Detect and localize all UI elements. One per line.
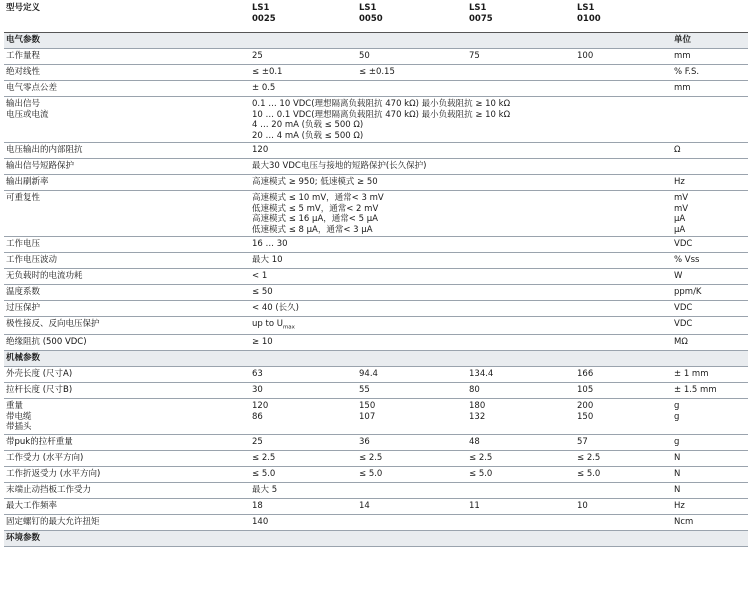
row-label (4, 143, 250, 159)
row-label (4, 335, 250, 351)
unit-cell (672, 383, 748, 399)
text-line: W (674, 271, 683, 281)
text-line: ± 1 mm (674, 369, 709, 380)
text-line: 150 (577, 411, 594, 422)
table-row (4, 335, 748, 351)
value-cell: ≤ 5.0 (357, 466, 467, 482)
text-line: 过压保护 (6, 303, 41, 313)
text-line: 电气零点公差 (6, 83, 58, 93)
text-line: Ncm (674, 516, 694, 527)
table-row (4, 285, 748, 301)
text-line: 高速模式 ≥ 950; 低速模式 ≥ 50 (252, 177, 378, 187)
text-line: 工作折返受力 (水平方向) (6, 468, 101, 479)
value-cell: 166 (575, 367, 672, 383)
text-line: 带插头 (6, 422, 32, 433)
text-line: 120 (252, 145, 269, 155)
row-label (4, 482, 250, 498)
row-label (4, 49, 250, 65)
text-line: 180 (469, 401, 486, 412)
text-line: ± 0.5 (252, 83, 276, 93)
text-line: mV (674, 193, 689, 203)
unit-cell (672, 482, 748, 498)
value-cell (250, 335, 672, 351)
text-line: 绝缘阻抗 (500 VDC) (6, 337, 87, 348)
text-line: Ω (674, 145, 681, 155)
text-line: 16 … 30 (252, 239, 288, 249)
row-label (4, 159, 250, 175)
text-line: 工作电压波动 (6, 255, 58, 265)
text-line: 固定螺钉的最大允许扭矩 (6, 516, 100, 527)
unit-cell (672, 97, 748, 143)
text-line: 电压或电流 (6, 109, 49, 120)
unit-cell (672, 237, 748, 253)
value-cell: 14 (357, 498, 467, 514)
value-cell: ≤ 2.5 (467, 450, 575, 466)
value-cell: 57 (575, 434, 672, 450)
value-cell (250, 159, 672, 175)
value-cell: 63 (250, 367, 357, 383)
row-label (4, 466, 250, 482)
value-cell: ≤ 2.5 (575, 450, 672, 466)
row-label (4, 81, 250, 97)
unit-cell (672, 65, 748, 81)
text-line: mV (674, 203, 689, 214)
value-cell: ≤ ±0.1 (250, 65, 357, 81)
section-unit-header (672, 351, 748, 367)
text-line: 拉杆长度 (尺寸B) (6, 385, 73, 396)
text-line: % F.S. (674, 67, 700, 77)
row-label (4, 498, 250, 514)
header-unit-blank (672, 0, 748, 33)
section-title: 电气参数 (4, 33, 672, 49)
row-label (4, 285, 250, 301)
table-row (4, 143, 748, 159)
value-cell: ≤ 2.5 (357, 450, 467, 466)
text-line: 工作量程 (6, 51, 41, 61)
text-line: ≥ 10 (252, 337, 273, 348)
table-row (4, 367, 748, 383)
text-line: 10 … 0.1 VDC(理想隔离负载阻抗 470 kΩ) 最小负载阻抗 ≥ 10 kΩ (252, 109, 511, 120)
row-label (4, 97, 250, 143)
text-line: 外壳长度 (尺寸A) (6, 369, 73, 380)
text-line: g (674, 401, 680, 412)
row-label (4, 65, 250, 81)
text-line: mm (674, 51, 691, 61)
row-label (4, 367, 250, 383)
text-line: mm (674, 83, 691, 93)
table-row (4, 237, 748, 253)
header-label: 型号定义 (4, 0, 250, 33)
value-cell: 48 (467, 434, 575, 450)
text-line: N (674, 484, 681, 495)
row-label (4, 237, 250, 253)
table-row (4, 498, 748, 514)
table-row (4, 81, 748, 97)
row-label (4, 514, 250, 530)
row-label (4, 383, 250, 399)
value-cell: 18 (250, 498, 357, 514)
value-cell: ≤ 5.0 (575, 466, 672, 482)
value-cell: ≤ 5.0 (467, 466, 575, 482)
text-line: 输出刷新率 (6, 177, 49, 187)
section-title: 环境参数 (4, 530, 672, 546)
text-line: 输出信号短路保护 (6, 161, 75, 171)
text-line: 工作电压 (6, 239, 41, 249)
header-row (4, 0, 748, 33)
text-line: 可重复性 (6, 193, 41, 203)
table-row (4, 383, 748, 399)
value-cell (250, 253, 672, 269)
row-label (4, 450, 250, 466)
section-row (4, 351, 748, 367)
value-cell (250, 143, 672, 159)
value-subscript: max (282, 324, 295, 331)
unit-cell (672, 450, 748, 466)
value-text: up to U (252, 319, 283, 329)
value-cell: 94.4 (357, 367, 467, 383)
value-cell: 100 (575, 49, 672, 65)
value-cell: ≤ 2.5 (250, 450, 357, 466)
text-line: 极性接反、反向电压保护 (6, 319, 100, 329)
text-line: 电压输出的内部阻抗 (6, 145, 83, 155)
value-cell (250, 482, 672, 498)
text-line: VDC (674, 303, 693, 313)
unit-cell (672, 434, 748, 450)
row-label (4, 269, 250, 285)
text-line: 重量 (6, 401, 24, 412)
value-cell (357, 399, 467, 435)
unit-cell (672, 49, 748, 65)
text-line: ≤ 50 (252, 287, 273, 297)
model-1: LS1 0050 (357, 0, 467, 33)
text-line: N (674, 468, 681, 479)
spec-table (4, 0, 748, 547)
text-line: g (674, 411, 680, 422)
text-line: 输出信号 (6, 99, 41, 109)
table-row (4, 399, 748, 435)
table-row (4, 482, 748, 498)
value-cell (250, 191, 672, 237)
unit-cell (672, 253, 748, 269)
value-cell: ≤ 5.0 (250, 466, 357, 482)
section-row (4, 33, 748, 49)
value-cell (575, 65, 672, 81)
table-row (4, 49, 748, 65)
text-line: µA (674, 214, 686, 224)
text-line: 低速模式 ≤ 8 µA，通常< 3 µA (252, 224, 373, 235)
model-3: LS1 0100 (575, 0, 672, 33)
unit-cell (672, 317, 748, 335)
table-row (4, 450, 748, 466)
value-cell: 75 (467, 49, 575, 65)
table-row (4, 514, 748, 530)
table-row (4, 175, 748, 191)
text-line: VDC (674, 239, 693, 249)
table-row (4, 253, 748, 269)
text-line: 末端止动挡板工作受力 (6, 484, 92, 495)
unit-cell (672, 514, 748, 530)
text-line: 带电缆 (6, 411, 32, 422)
value-cell (250, 97, 672, 143)
unit-cell (672, 498, 748, 514)
value-cell: 10 (575, 498, 672, 514)
unit-cell (672, 335, 748, 351)
value-cell (250, 237, 672, 253)
table-row (4, 434, 748, 450)
value-cell (250, 81, 672, 97)
text-line: 200 (577, 401, 594, 412)
text-line: 无负载时的电流功耗 (6, 271, 83, 281)
unit-cell (672, 399, 748, 435)
row-label (4, 317, 250, 335)
model-2: LS1 0075 (467, 0, 575, 33)
unit-cell (672, 285, 748, 301)
text-line: 132 (469, 411, 486, 422)
text-line: N (674, 452, 681, 463)
value-cell: 11 (467, 498, 575, 514)
value-cell (250, 301, 672, 317)
text-line: 绝对线性 (6, 67, 41, 77)
text-line: % Vss (674, 255, 700, 265)
value-cell (250, 175, 672, 191)
unit-cell (672, 269, 748, 285)
row-label (4, 399, 250, 435)
table-row (4, 269, 748, 285)
text-line: 86 (252, 411, 263, 422)
text-line: 4 … 20 mA (负载 ≤ 500 Ω) (252, 120, 364, 130)
text-line: 150 (359, 401, 376, 412)
table-row (4, 97, 748, 143)
value-cell (250, 285, 672, 301)
value-cell (250, 514, 672, 530)
value-cell (250, 317, 672, 335)
model-0: LS1 0025 (250, 0, 357, 33)
unit-cell (672, 191, 748, 237)
text-line: < 1 (252, 271, 268, 281)
value-cell: 105 (575, 383, 672, 399)
text-line: MΩ (674, 337, 688, 348)
text-line: 0.1 … 10 VDC(理想隔离负载阻抗 470 kΩ) 最小负载阻抗 ≥ 10 kΩ (252, 99, 511, 109)
value-cell (250, 399, 357, 435)
unit-cell (672, 301, 748, 317)
unit-cell (672, 81, 748, 97)
section-unit-header: 单位 (672, 33, 748, 49)
row-label (4, 301, 250, 317)
section-unit-header (672, 530, 748, 546)
text-line: 最大工作频率 (6, 500, 58, 511)
row-label (4, 175, 250, 191)
value-cell: 134.4 (467, 367, 575, 383)
unit-cell (672, 159, 748, 175)
text-line: 高速模式 ≤ 10 mV，通常< 3 mV (252, 193, 384, 203)
text-line: 温度系数 (6, 287, 41, 297)
text-line: µA (674, 224, 686, 235)
value-cell (467, 399, 575, 435)
table-row (4, 301, 748, 317)
text-line: 120 (252, 401, 269, 412)
value-cell: 55 (357, 383, 467, 399)
section-row (4, 530, 748, 546)
text-line: 最大 10 (252, 255, 283, 265)
text-line: < 40 (长久) (252, 303, 299, 313)
text-line: 107 (359, 411, 376, 422)
text-line: Hz (674, 500, 685, 511)
text-line: 最大30 VDC电压与接地的短路保护(长久保护) (252, 161, 427, 171)
value-cell: 80 (467, 383, 575, 399)
value-cell: 50 (357, 49, 467, 65)
value-cell (250, 269, 672, 285)
text-line: 20 … 4 mA (负载 ≤ 500 Ω) (252, 130, 364, 141)
row-label (4, 253, 250, 269)
table-row (4, 191, 748, 237)
value-cell: 25 (250, 434, 357, 450)
text-line: 低速模式 ≤ 5 mV，通常< 2 mV (252, 203, 379, 214)
text-line: Hz (674, 177, 685, 187)
value-cell: 36 (357, 434, 467, 450)
text-line: 140 (252, 516, 269, 527)
text-line: ppm/K (674, 287, 702, 297)
text-line: 最大 5 (252, 484, 278, 495)
table-row (4, 159, 748, 175)
row-label (4, 191, 250, 237)
table-row (4, 466, 748, 482)
section-title: 机械参数 (4, 351, 672, 367)
value-cell: 25 (250, 49, 357, 65)
text-line: 工作受力 (水平方向) (6, 452, 84, 463)
value-cell: 30 (250, 383, 357, 399)
text-line: 带puk的拉杆重量 (6, 436, 73, 447)
unit-cell (672, 466, 748, 482)
text-line: g (674, 436, 680, 447)
text-line: VDC (674, 319, 693, 329)
unit-cell (672, 143, 748, 159)
value-cell (467, 65, 575, 81)
text-line: ± 1.5 mm (674, 385, 717, 396)
value-cell (575, 399, 672, 435)
unit-cell (672, 175, 748, 191)
table-row (4, 317, 748, 335)
text-line: 高速模式 ≤ 16 µA，通常< 5 µA (252, 214, 378, 224)
unit-cell (672, 367, 748, 383)
table-row (4, 65, 748, 81)
value-cell: ≤ ±0.15 (357, 65, 467, 81)
row-label (4, 434, 250, 450)
